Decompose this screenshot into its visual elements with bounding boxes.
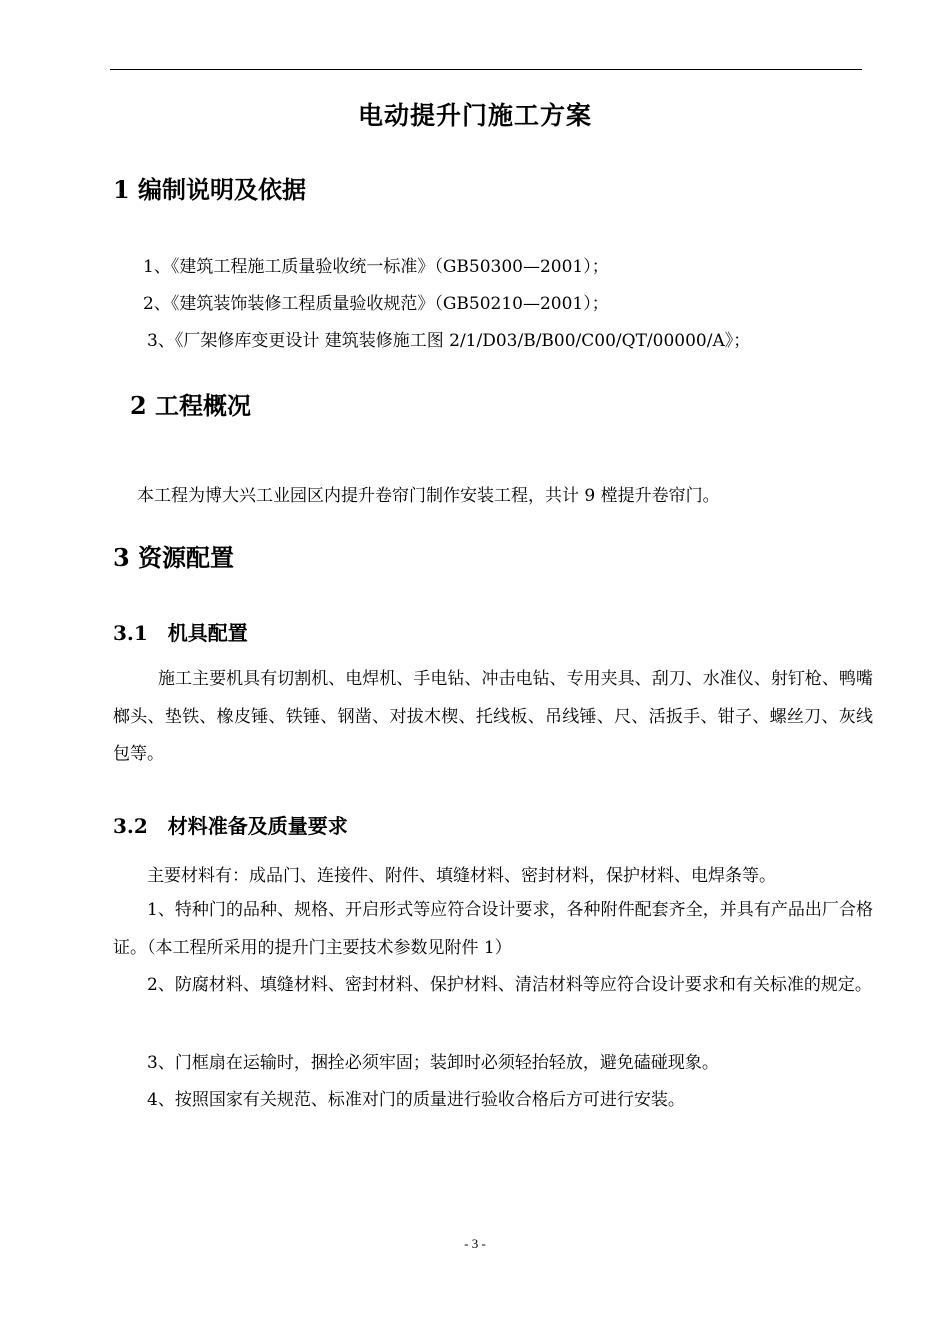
materials-item-1: 1、特种门的品种、规格、开启形式等应符合设计要求，各种附件配套齐全，并具有产品出厂合格证。（本工程所采用的提升门主要技术参数见附件 1） bbox=[113, 900, 873, 958]
section-3-heading: 3 资源配置 bbox=[113, 543, 235, 572]
page-number: - 3 - bbox=[464, 1236, 486, 1251]
materials-item-2: 2、防腐材料、填缝材料、密封材料、保护材料、清洁材料等应符合设计要求和有关标准的规定。 bbox=[147, 975, 872, 995]
header-rule bbox=[110, 69, 862, 70]
section-3-1-heading: 3.1 机具配置 bbox=[113, 621, 248, 645]
reference-item-1: 1、《建筑工程施工质量验收统一标准》（GB50300—2001）； bbox=[143, 257, 609, 277]
document-title: 电动提升门施工方案 bbox=[357, 101, 592, 130]
section-2-heading: 2 工程概况 bbox=[130, 391, 252, 420]
equipment-paragraph: 施工主要机具有切割机、电焊机、手电钻、冲击电钻、专用夹具、刮刀、水准仪、射钉枪、鸭嘴榔头、垫铁、橡皮锤、铁锤、钢凿、对拔木楔、托线板、吊线锤、尺、活扳手、钳子、螺丝刀、灰线包等。 bbox=[113, 669, 873, 764]
reference-item-2: 2、《建筑装饰装修工程质量验收规范》（GB50210—2001）； bbox=[143, 294, 609, 314]
project-overview-text: 本工程为博大兴工业园区内提升卷帘门制作安装工程，共计 9 樘提升卷帘门。 bbox=[137, 486, 720, 506]
reference-item-3: 3、《厂架修库变更设计 建筑装修施工图 2/1/D03/B/B00/C00/QT/00000/A》； bbox=[147, 331, 751, 351]
section-1-heading: 1 编制说明及依据 bbox=[113, 175, 307, 204]
materials-intro: 主要材料有：成品门、连接件、附件、填缝材料、密封材料，保护材料、电焊条等。 bbox=[147, 866, 776, 886]
materials-item-3: 3、门框扇在运输时，捆拴必须牢固；装卸时必须轻抬轻放，避免磕碰现象。 bbox=[147, 1053, 719, 1073]
materials-item-4: 4、按照国家有关规范、标准对门的质量进行验收合格后方可进行安装。 bbox=[147, 1090, 685, 1110]
section-3-2-heading: 3.2 材料准备及质量要求 bbox=[113, 814, 348, 838]
